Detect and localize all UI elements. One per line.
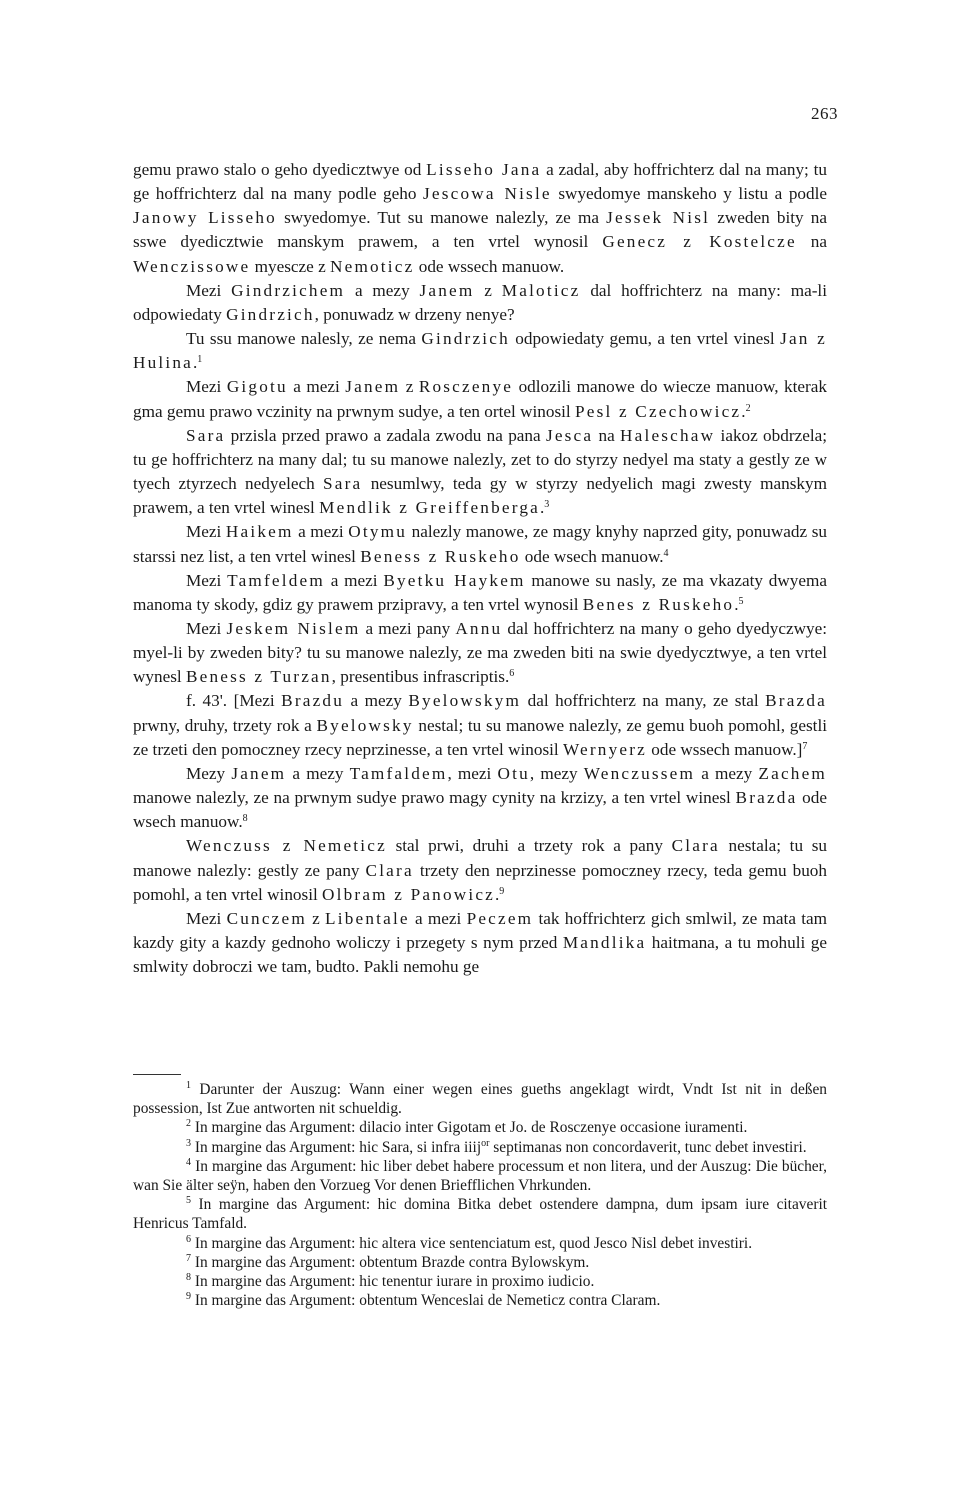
text-run: dal hoffrichterz na many o geho dyedyczwye: myel-li by zweden bity? tu su manowe nalezly, ze ma zweden biti na swie dyedycztwye, a ten vrtel wynesl: [133, 618, 827, 687]
spaced-name: Benes z Ruskeho: [582, 594, 735, 614]
paragraph: [133, 762, 827, 834]
footnote-text: In margine das Argument: dilacio inter Gigotam et Jo. de Rosczenye occasione iuramenti.: [194, 1119, 748, 1137]
spaced-name: Beness z Turzan: [186, 667, 332, 687]
footnote-text: In margine das Argument: hic tenentur iurare in proximo iudicio.: [194, 1273, 595, 1291]
text-run: .: [495, 884, 500, 904]
spaced-name: Janowy Lisseho: [133, 208, 277, 228]
spaced-name: Janem: [419, 280, 475, 300]
superscript: or: [481, 1137, 490, 1149]
text-run: , mezi: [447, 763, 498, 783]
spaced-name: Janem: [231, 763, 287, 783]
text-run: z: [306, 908, 326, 928]
text-run: tak hoffrichterz gich smlwil, ze mata tam kazdy gity a kazdy gednoho woliczy i przegety s nym przed: [133, 908, 827, 952]
text-run: haitmana, a tu mohuli ge smlwity dobroczi we tam, budto. Pakli nemohu ge: [133, 933, 827, 977]
text-run: .: [734, 594, 739, 614]
footnote-text: In margine das Argument: obtentum Wenceslai de Nemeticz contra Claram.: [194, 1292, 661, 1310]
spaced-name: Sara: [186, 425, 226, 445]
footnote-number: 3: [186, 1137, 191, 1149]
spaced-name: Gindrzichem: [231, 280, 346, 300]
footnote-number: 2: [186, 1118, 191, 1130]
spaced-name: Maloticz: [501, 280, 581, 300]
footnote-ref: 7: [802, 740, 808, 752]
footnote: [133, 1234, 827, 1253]
text-run: Mezi: [186, 618, 227, 638]
spaced-name: Gindrzich: [421, 329, 510, 349]
text-run: nestal; tu su manowe nalezly, ze gemu buoh pomohl, gestli ze trzeti den pomoczney rzecy neprzinesse, a ten vrtel winosil: [133, 715, 827, 759]
spaced-name: Jan z Hulina: [133, 329, 827, 373]
text-run: nesumlwy, teda gy w styrzy nedyelich magi zwesty manskym prawem, a ten vrtel winesl: [133, 474, 827, 518]
paragraph: [133, 279, 827, 327]
text-run: .: [192, 353, 198, 373]
text-run: swyedomye manskeho y listu a podle: [551, 184, 828, 204]
footnote-text: In margine das Argument: obtentum Brazde contra Bylowskym.: [194, 1253, 590, 1271]
paragraph: [133, 158, 827, 279]
footnote: [133, 1272, 827, 1291]
footnote-text: In margine das Argument: hic domina Bitka debet ostendere dampna, dum ipsam iure citaverit Henricus Tamfald.: [133, 1196, 827, 1233]
footnote-ref: 1: [197, 354, 203, 366]
footnote-ref: 8: [242, 813, 248, 825]
footnote-ref: 3: [544, 499, 550, 511]
footnote: [133, 1195, 827, 1233]
spaced-name: Nemoticz: [330, 256, 415, 276]
spaced-name: Libentale: [325, 908, 410, 928]
footnote-number: 6: [186, 1233, 191, 1245]
text-run: a mezi: [324, 570, 384, 590]
text-run: ode wssech manuow.]: [646, 739, 803, 759]
spaced-name: Janem: [345, 377, 401, 397]
spaced-name: Mendlik z Greiffenberga: [319, 498, 540, 518]
footnote-text: In margine das Argument: hic altera vice sentenciatum est, quod Jesco Nisl debet investiri.: [194, 1234, 753, 1252]
paragraph: [133, 424, 827, 521]
spaced-name: Haikem: [225, 522, 294, 542]
text-run: Mezi: [186, 522, 226, 542]
spaced-name: Jesca: [545, 425, 594, 445]
footnote-number: 5: [186, 1195, 191, 1207]
spaced-name: Otymu: [348, 522, 408, 542]
text-run: z: [474, 280, 502, 300]
spaced-name: Brazdu: [281, 691, 344, 711]
text-run: a mezi: [409, 908, 467, 928]
text-run: prwny, druhy, trzety rok a: [133, 715, 317, 735]
text-run: z: [400, 377, 419, 397]
footnote-text: In margine das Argument: hic Sara, si infra iiij: [194, 1138, 482, 1156]
footnote-ref: 9: [499, 885, 505, 897]
spaced-name: Haleschaw: [620, 425, 716, 445]
spaced-name: Byelowsky: [316, 715, 414, 735]
spaced-name: Beness z Ruskeho: [360, 546, 521, 566]
text-run: Mezi: [186, 377, 227, 397]
text-run: odlozili manowe do wiecze manuow, kterak gma gemu prawo vczinity na prwnym sudye, a ten ortel winosil: [133, 377, 827, 421]
spaced-name: Byelowskym: [408, 691, 522, 711]
text-run: Mezy: [186, 763, 232, 783]
spaced-name: Gigotu: [226, 377, 288, 397]
spaced-name: Tamfaldem: [349, 763, 448, 783]
text-run: f. 43'. [Mezi: [186, 691, 282, 711]
spaced-name: Jescowa Nisle: [423, 184, 552, 204]
text-run: a mezy: [286, 763, 350, 783]
footnote: [133, 1080, 827, 1118]
footnote-number: 4: [186, 1156, 191, 1168]
footnote: [133, 1118, 827, 1137]
spaced-name: Gindrzich: [226, 304, 315, 324]
footnote-text: In margine das Argument: hic liber debet habere processum et non litera, und der Auszug: Die bücher, wan Sie älter seÿn, haben den Vorzueg Vor denen Briefflichen Vhrkunden.: [133, 1157, 827, 1195]
text-run: ode wsech manuow.: [520, 546, 664, 566]
text-run: gemu prawo stalo o geho dyedicztwye od: [133, 160, 427, 179]
text-run: , mezy: [529, 763, 584, 783]
spaced-name: Pesl z Czechowicz: [575, 401, 742, 421]
spaced-name: Byetku Haykem: [383, 570, 526, 590]
text-run: manowe nalezly, ze na prwnym sudye prawo magy cynity na krzizy, a ten vrtel winesl: [133, 788, 736, 808]
footnote: [133, 1253, 827, 1272]
text-run: trzety den neprzinesse pomoczney rzecy, teda gemu buoh pomohl, a ten vrtel winosil: [133, 860, 827, 904]
footnote-number: 9: [186, 1291, 191, 1303]
footnote-number: 8: [186, 1272, 191, 1284]
text-run: iakoz obdrzela; tu ge hoffrichterz na many dal; tu su manowe nalezly, zet to do styrzy nedyel ma staty a gestly ze w tyech ztyrzech nedyelech: [133, 425, 828, 494]
footnote-ref: 5: [738, 595, 744, 607]
text-run: dal hoffrichterz na many, ze stal: [521, 691, 766, 711]
spaced-name: Clara: [365, 860, 414, 880]
footnote: [133, 1138, 827, 1157]
spaced-name: Wenczissowe: [133, 256, 251, 276]
text-run: zweden bity na sswe dyedicztwie manskym prawem, a ten vrtel wynosil: [133, 208, 828, 252]
text-run: a mezy: [344, 691, 409, 711]
text-run: ode wsech manuow.: [133, 788, 827, 832]
spaced-name: Jessek Nisl: [606, 208, 711, 228]
text-run: .: [741, 401, 746, 421]
paragraph: [133, 617, 827, 689]
spaced-name: Clara: [671, 836, 720, 856]
text-run: nalezly manowe, ze magy knyhy naprzed gity, ponuwadz su starssi nez list, a ten vrtel winesl: [133, 522, 827, 566]
text-run: , ponuwadz w drzeny nenye?: [314, 304, 515, 324]
text-run: Mezi: [186, 280, 232, 300]
text-run: a mezi: [287, 377, 346, 397]
text-run: manowe su nasly, ze ma vkazaty dwyema manoma ty skody, gdiz gy prawem przipravy, a ten vrtel wynosil: [133, 570, 827, 614]
text-run: myescze z: [250, 256, 330, 276]
footnotes: [133, 1080, 827, 1310]
footnote-number: 7: [186, 1252, 191, 1264]
spaced-name: Lisseho Jana: [426, 160, 542, 179]
spaced-name: Sara: [323, 474, 363, 494]
text-run: na: [796, 232, 827, 252]
spaced-name: Brazda: [735, 788, 798, 808]
main-text: [133, 158, 827, 979]
paragraph: [133, 689, 827, 761]
text-run: nestala; tu su manowe nalezly: gestly ze pany: [133, 836, 827, 880]
paragraph: [133, 907, 827, 979]
spaced-name: Rosczenye: [418, 377, 514, 397]
paragraph: [133, 375, 827, 423]
footnote-ref: 2: [745, 402, 751, 414]
text-run: ode wssech manuow.: [414, 256, 565, 276]
spaced-name: Mandlika: [562, 933, 647, 952]
spaced-name: Jeskem Nislem: [226, 618, 361, 638]
spaced-name: Tamfeldem: [227, 570, 325, 590]
footnote: [133, 1291, 827, 1310]
footnote-text: septimanas non concordaverit, tunc debet investiri.: [489, 1138, 807, 1156]
text-run: na: [593, 425, 621, 445]
text-run: a mezi: [293, 522, 349, 542]
spaced-name: Wernyerz: [562, 739, 647, 759]
text-run: , presentibus infrascriptis.: [331, 667, 510, 687]
text-run: .: [539, 498, 545, 518]
paragraph: [133, 834, 827, 906]
text-run: dal hoffrichterz na many: ma-li odpowiedaty: [133, 280, 827, 324]
footnote-separator: [133, 1074, 181, 1075]
spaced-name: Zachem: [758, 763, 827, 783]
footnote-text: Darunter der Auszug: Wann einer wegen eines gueths angeklagt wirdt, Vndt Ist nit in deßen possession, Ist Zue antworten nit schueldig.: [133, 1081, 827, 1118]
spaced-name: Brazda: [765, 691, 828, 711]
spaced-name: Cunczem: [226, 908, 307, 928]
spaced-name: Peczem: [466, 908, 534, 928]
page-number: 263: [811, 104, 838, 123]
text-run: Mezi: [186, 908, 227, 928]
text-run: a mezy: [345, 280, 420, 300]
text-run: a mezy: [695, 763, 759, 783]
text-run: Tu ssu manowe nalesly, ze nema: [186, 329, 422, 349]
text-run: a zadal, aby hoffrichterz dal na many; tu ge hoffrichterz dal na many podle geho: [133, 160, 827, 204]
text-run: a mezi pany: [360, 618, 456, 638]
footnote-number: 1: [186, 1080, 191, 1091]
footnote-ref: 4: [663, 547, 669, 559]
text-run: stal prwi, druhi a trzety rok a pany: [386, 836, 672, 856]
paragraph: [133, 327, 827, 375]
text-run: swyedomye. Tut su manowe nalezly, ze ma: [276, 208, 607, 228]
text-run: Mezi: [186, 570, 228, 590]
spaced-name: Wenczussem: [583, 763, 696, 783]
spaced-name: Wenczuss z Nemeticz: [186, 836, 387, 856]
footnote-ref: 6: [509, 668, 515, 680]
paragraph: [133, 569, 827, 617]
text-run: przisla przed prawo a zadala zwodu na pana: [225, 425, 546, 445]
paragraph: [133, 520, 827, 568]
footnote: [133, 1157, 827, 1195]
spaced-name: Otu: [497, 763, 530, 783]
spaced-name: Genecz z Kostelcze: [602, 232, 797, 252]
spaced-name: Annu: [455, 618, 503, 638]
text-run: odpowiedaty gemu, a ten vrtel vinesl: [509, 329, 781, 349]
spaced-name: Olbram z Panowicz: [322, 884, 495, 904]
